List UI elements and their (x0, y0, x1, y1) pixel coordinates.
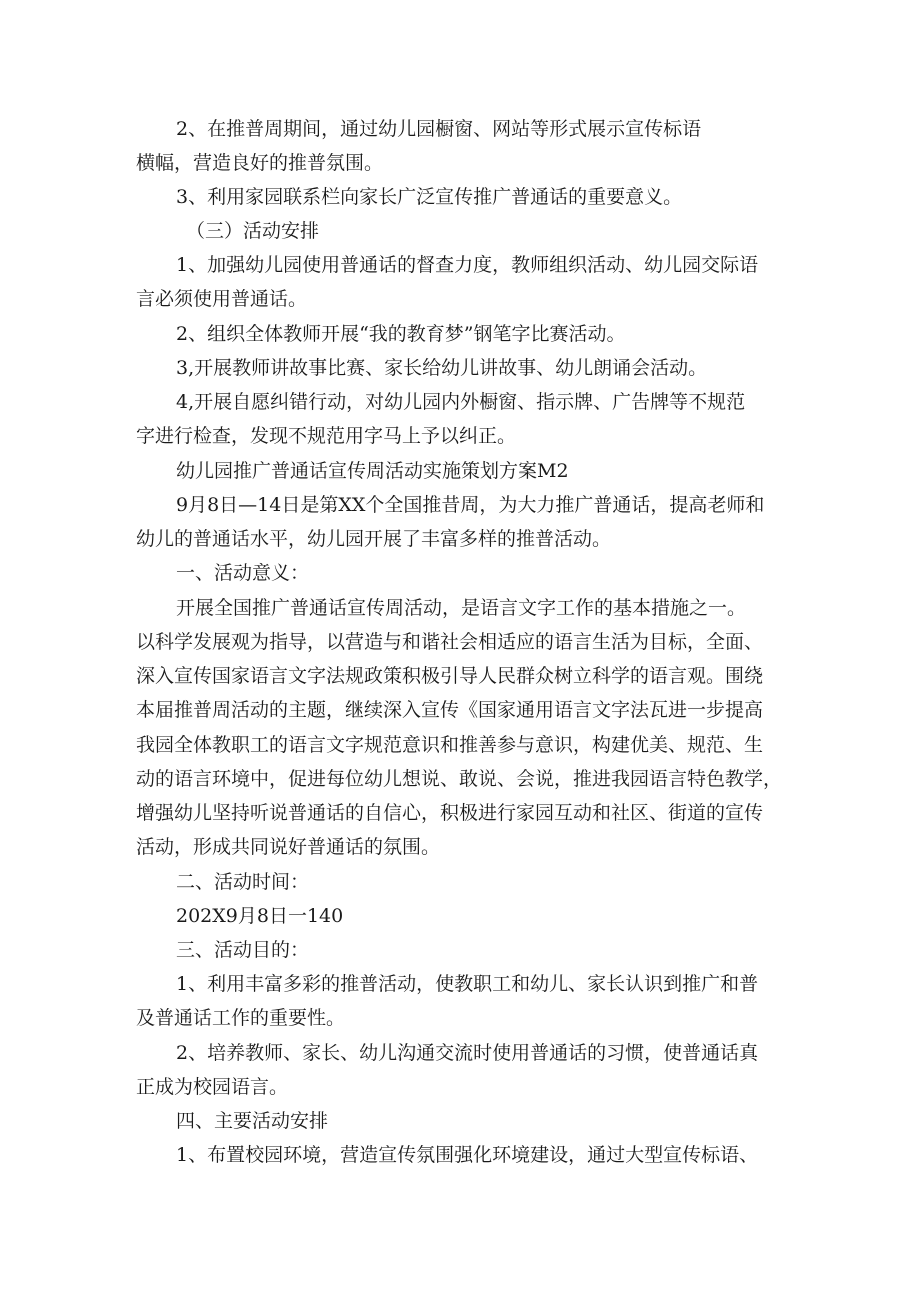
text-line: 202X9月8日一140 (176, 905, 344, 927)
text-line: 开展全国推广普通话宣传周活动，是语言文字工作的基本措施之一。 (176, 597, 747, 619)
text-line: 活动，形成共同说好普通话的氛围。 (136, 836, 441, 858)
text-line: 1、布置校园环境，营造宣传氛围强化环境建设，通过大型宣传标语、 (176, 1144, 759, 1166)
text-line: 本届推普周活动的主题，继续深入宣传《国家通用语言文字法瓦进一步提高 (136, 699, 764, 721)
text-line: 增强幼儿坚持听说普通话的自信心，积极进行家园互动和社区、街道的宣传 (136, 802, 764, 824)
text-line: 横幅，营造良好的推普氛围。 (136, 152, 384, 174)
document-title: 幼儿园推广普通话宣传周活动实施策划方案M2 (176, 460, 569, 482)
text-line: 3、利用家园联系栏向家长广泛宣传推广普通话的重要意义。 (176, 186, 683, 208)
text-line: 1、加强幼儿园使用普通话的督查力度，教师组织活动、幼儿园交际语 (176, 254, 759, 276)
text-line: 言必须使用普通话。 (136, 288, 308, 310)
text-line: 2、组织全体教师开展“我的教育梦”钢笔字比赛活动。 (176, 323, 626, 345)
text-line: 3,开展教师讲故事比赛、家长给幼儿讲故事、幼儿朗诵会活动。 (176, 357, 708, 379)
section-heading: 二、活动时间： (176, 871, 310, 893)
section-heading: 四、主要活动安排 (176, 1110, 329, 1132)
section-heading: 一、活动意义： (176, 562, 310, 584)
text-line: 及普通话工作的重要性。 (136, 1007, 346, 1029)
text-line: 1、利用丰富多彩的推普活动，使教职工和幼儿、家长认识到推广和普 (176, 973, 759, 995)
text-line: 正成为校园语言。 (136, 1076, 289, 1098)
section-heading: 三、活动目的： (176, 939, 310, 961)
text-line: 我园全体教职工的语言文字规范意识和推善参与意识，构建优美、规范、生 (136, 734, 764, 756)
text-line: 字进行检查，发现不规范用字马上予以纠正。 (136, 425, 517, 447)
text-line: 幼儿的普通话水平，幼儿园开展了丰富多样的推普活动。 (136, 528, 612, 550)
section-heading: （三）活动安排 (186, 220, 320, 242)
text-line: 9月8日—14日是第XX个全国推昔周，为大力推广普通话，提高老师和 (176, 494, 765, 516)
text-line: 动的语言环境中，促进每位幼儿想说、敢说、会说，推进我园语言特色教学， (136, 768, 783, 790)
text-line: 深入宣传国家语言文字法规政策积极引导人民群众树立科学的语言观。围绕 (136, 665, 764, 687)
text-line: 2、在推普周期间，通过幼儿园橱窗、网站等形式展示宣传标语 (176, 118, 702, 140)
text-line: 4,开展自愿纠错行动，对幼儿园内外橱窗、指示牌、广告牌等不规范 (176, 391, 746, 413)
text-line: 以科学发展观为指导，以营造与和谐社会相适应的语言生活为目标，全面、 (136, 631, 764, 653)
text-line: 2、培养教师、家长、幼儿沟通交流时使用普通话的习惯，使普通话真 (176, 1042, 759, 1064)
